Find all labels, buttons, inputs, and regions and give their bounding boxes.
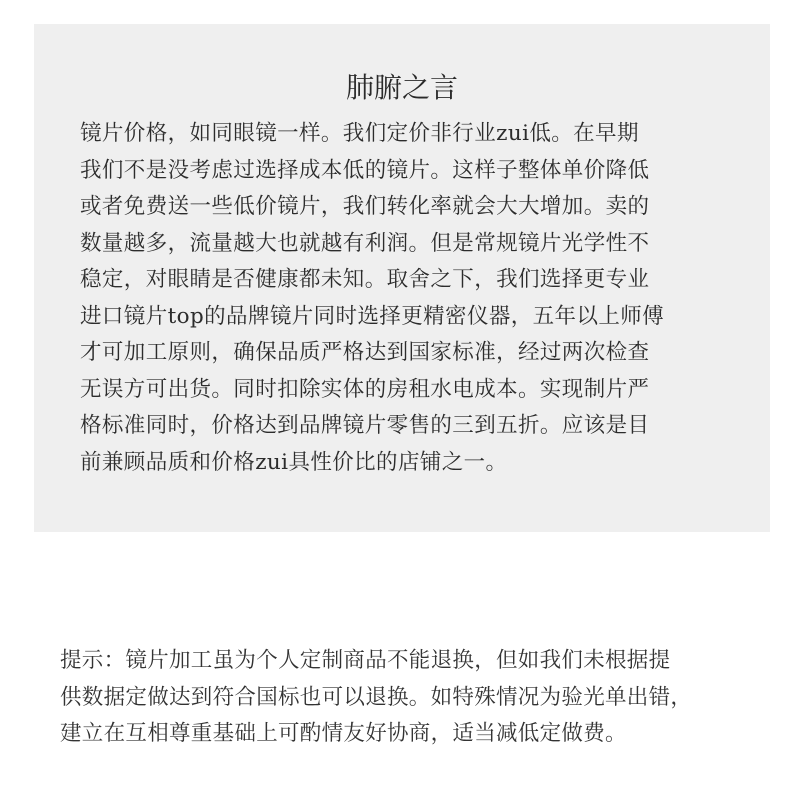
notice-line: 提示：镜片加工虽为个人定制商品不能退换，但如我们未根据提 <box>60 648 671 673</box>
card-body-line: 格标准同时，价格达到品牌镜片零售的三到五折。应该是目 <box>80 413 650 438</box>
card-body-line: 才可加工原则，确保品质严格达到国家标准，经过两次检查 <box>80 340 650 365</box>
card-body-line: 我们不是没考虑过选择成本低的镜片。这样子整体单价降低 <box>80 157 650 183</box>
card-body-line: 数量越多，流量越大也就越有利润。但是常规镜片光学性不 <box>80 230 650 256</box>
notice-text <box>60 643 780 753</box>
notice-line: 供数据定做达到符合国标也可以退换。如特殊情况为验光单出错， <box>60 684 693 710</box>
notice-line: 建立在互相尊重基础上可酌情友好协商，适当减低定做费。 <box>60 721 627 746</box>
card-title: 肺腑之言 <box>345 71 458 104</box>
card-body-line: 稳定，对眼睛是否健康都未知。取舍之下，我们选择更专业 <box>80 267 650 292</box>
card-body <box>80 116 760 481</box>
card-body-line: 前兼顾品质和价格zui具性价比的店铺之一。 <box>80 449 508 475</box>
card-body-line: 无误方可出货。同时扣除实体的房租水电成本。实现制片严 <box>80 376 650 402</box>
card-body-line: 镜片价格，如同眼镜一样。我们定价非行业zui低。在早期 <box>80 121 639 146</box>
statement-card <box>34 24 770 532</box>
card-body-line: 进口镜片top的品牌镜片同时选择更精密仪器，五年以上师傅 <box>80 303 665 329</box>
card-body-line: 或者免费送一些低价镜片，我们转化率就会大大增加。卖的 <box>80 194 650 219</box>
